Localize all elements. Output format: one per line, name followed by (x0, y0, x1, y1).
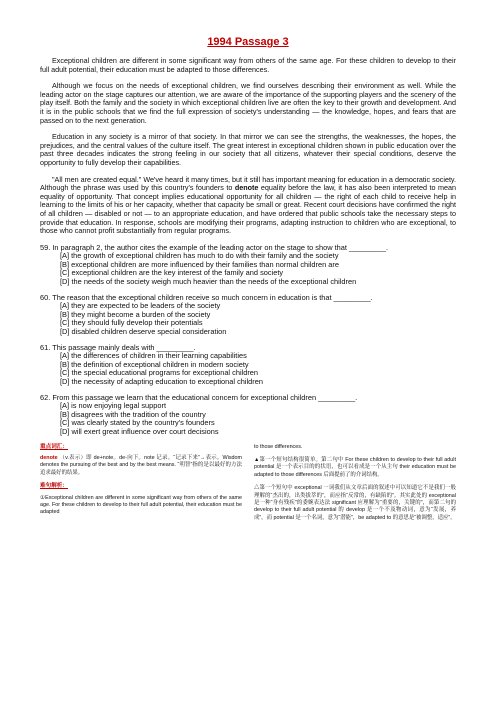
option-d: [D] the necessity of adapting education to exceptional children (60, 377, 263, 386)
paragraph-4-before: "All men are created equal." We've heard it many times, but it still has important meaning for education in a democratic society. Although the phrase was used by this country's founders to (40, 174, 456, 193)
option-a: [A] the differences of children in their learning capabilities (60, 351, 247, 361)
paragraph-1: Exceptional children are different in some significant way from others of the same age. For these children to develop to their full adult potential, their education must be adapted to those differences. (40, 56, 456, 74)
paragraph-4 (40, 176, 456, 236)
option-b: [B] they might become a burden of the society (60, 309, 211, 319)
analysis-vocabulary: △第一个短句中 exceptional 一词我们从文章后面的叙述中可以知道它不是我们一般理解的“杰出的，出类拔萃的”，而应指“反常的，有缺陷的”。其实此处的 exceptional 是一种“身有残疾”的委婉表达法 significant 应理解为“重要的，关键的”，而第二句的 develop to their full adult potential 的 develop 是一个不及物动词，意为“发展，养成”，而 potential 是一个名词，意为“潜能”，be adapted to 的意思是“被调整，适应”。 (254, 485, 456, 521)
question-61 (40, 344, 456, 387)
option-d: [D] the needs of the society weigh much heavier than the needs of the exceptional children (60, 277, 357, 287)
question-60 (40, 294, 456, 337)
option-d: [D] will exert great influence over court decisions (60, 426, 219, 436)
paragraph-2: Although we focus on the needs of exceptional children, we find ourselves describing their environment as well. While the leading actor on the stage captures our attention, we are aware of the importance of the supporting players and the scenery of the play itself. Both the family and the society in which exceptional children live are often the key to their growth and development. And it is in the public schools that we find the full expression of society's understanding — the knowledge, hopes, and fears that are passed on to the next generation. (40, 81, 456, 125)
vocab-word: denote (40, 454, 58, 461)
question-stem: 60. The reason that the exceptional children receive so much concern in education is that _________. (40, 292, 373, 302)
notes-left-column (40, 444, 242, 529)
option-d: [D] disabled children deserve special consideration (60, 327, 227, 337)
option-a: [A] is now enjoying legal support (60, 401, 166, 411)
option-c: [C] the special educational programs for exceptional children (60, 368, 259, 378)
option-c: [C] exceptional children are the key interest of the family and society (60, 268, 284, 278)
option-b: [B] disagrees with the tradition of the country (60, 409, 206, 419)
option-a: [A] the growth of exceptional children has much to do with their family and the society (60, 251, 339, 261)
question-stem: 61. This passage mainly deals with _________. (40, 342, 196, 352)
analysis-continued: to those differences. (254, 443, 303, 450)
analysis-sentence: ①Exceptional children are different in some significant way from others of the same age. For these children to develop to their full adult potential, their education must be adapted (40, 494, 242, 516)
paragraph-4-after: equality before the law, it has also been interpreted to mean equality of opportunity. That concept implies educational opportunity for all children — the right of each child to receive help in learning to the limits of his or her capacity, whether that capacity be small or great. Recent court decisions have confirmed the right of all children — disabled or not — to an appropriate education, and have ordered that public schools take the necessary steps to provide that education. In response, schools are modifying their programs, adapting instruction to children who are exceptional, to those who cannot profit substantially from regular programs. (40, 183, 456, 236)
question-stem: 62. From this passage we learn that the educational concern for exceptional children _________. (40, 392, 358, 402)
question-stem: 59. In paragraph 2, the author cites the example of the leading actor on the stage to show that _________. (40, 242, 389, 252)
paragraph-3: Education in any society is a mirror of that society. In that mirror we can see the strengths, the weaknesses, the hopes, the prejudices, and the central values of the culture itself. The great interest in exceptional children shown in public education over the past three decades indicates the strong feeling in our society that all citizens, whatever their special conditions, deserve the opportunity to fully develop their capabilities. (40, 132, 456, 167)
keyword-denote: denote (234, 183, 259, 193)
option-a: [A] they are expected to be leaders of the society (60, 301, 221, 311)
question-62 (40, 394, 456, 437)
question-59 (40, 244, 456, 287)
option-c: [C] they should fully develop their potentials (60, 318, 203, 328)
notes-right-column (254, 444, 456, 529)
option-b: [B] exceptional children are more influenced by their families than normal children are (60, 259, 339, 269)
option-c: [C] was clearly stated by the country's founders (60, 418, 215, 428)
analysis-heading: 难句解析： (40, 483, 68, 490)
vocab-entry (40, 455, 242, 477)
analysis-structure: ▲第一个短句结构很简单。第二句中 For these children to develop to their full adult potential 是一个表示目的的状语，也可以看成是一个从主句 their education must be adapted to those differences 后面提前了的介词结构。 (254, 456, 456, 478)
vocab-text: （v.表示）即 de+note。de-向下。note 记录。“记录下来”→表示。Wisdom denotes the pursuing of the best and by the best means. “明智”指的是以最好的方法追求最好的结果。 (40, 454, 243, 476)
vocab-heading: 重点词汇： (40, 443, 68, 450)
option-b: [B] the definition of exceptional children in modern society (60, 359, 249, 369)
page-title: 1994 Passage 3 (207, 36, 289, 48)
notes-section (40, 444, 456, 529)
